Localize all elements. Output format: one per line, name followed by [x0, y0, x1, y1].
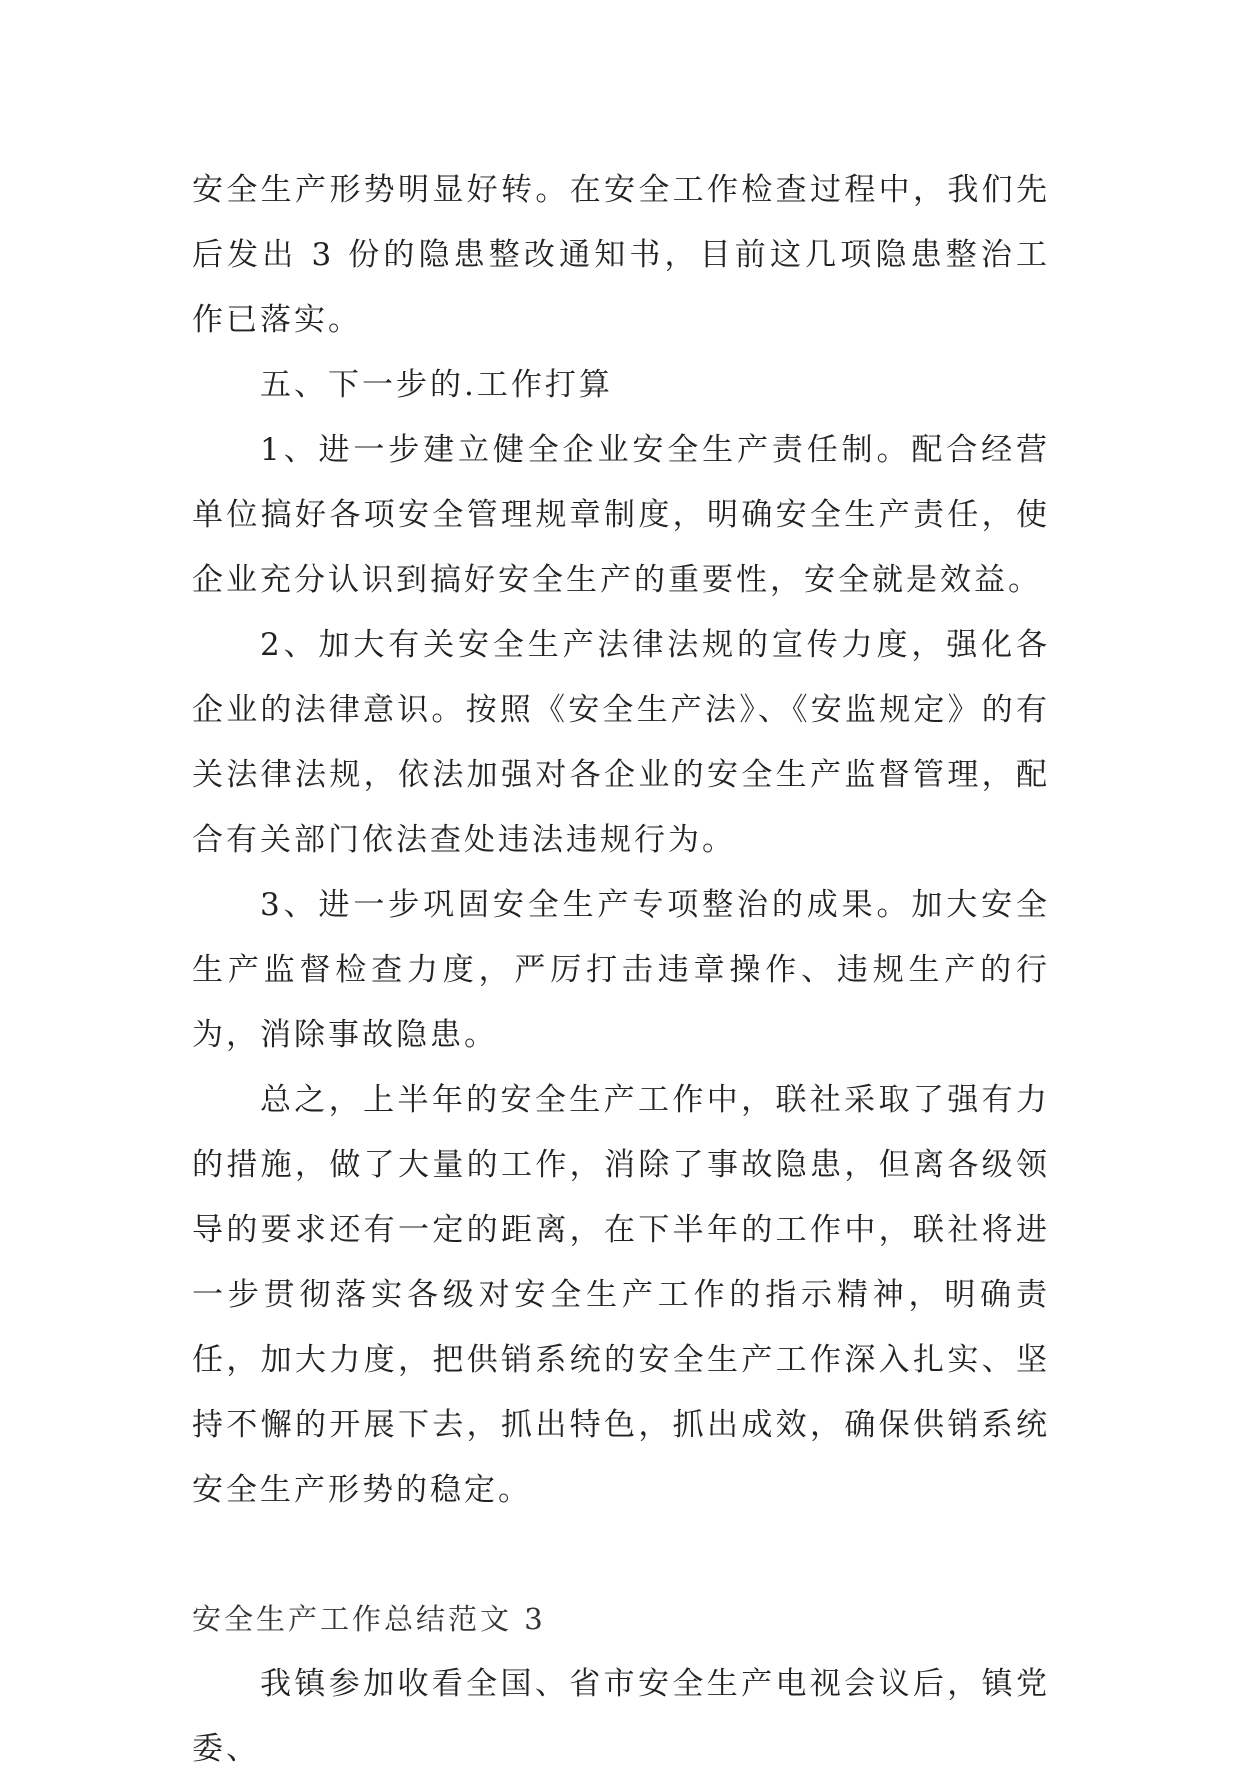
paragraph-safety-improvement: 安全生产形势明显好转。在安全工作检查过程中，我们先后发出 3 份的隐患整改通知书，目前这几项隐患整治工作已落实。	[192, 172, 1050, 338]
paragraph-section3-opening: 我镇参加收看全国、省市安全生产电视会议后，镇党委、	[192, 1666, 1050, 1767]
document-body	[192, 158, 1050, 1782]
paragraph-summary: 总之，上半年的安全生产工作中，联社采取了强有力的措施，做了大量的工作，消除了事故隐患，但离各级领导的要求还有一定的距离，在下半年的工作中，联社将进一步贯彻落实各级对安全生产工作的指示精神，明确责任，加大力度，把供销系统的安全生产工作深入扎实、坚持不懈的开展下去，抓出特色，抓出成效，确保供销系统安全生产形势的稳定。	[192, 1082, 1050, 1508]
section-title-sample-3: 安全生产工作总结范文 3	[192, 1602, 546, 1636]
section-heading-next-steps: 五、下一步的.工作打算	[260, 367, 613, 403]
list-item-rectification-results: 3、进一步巩固安全生产专项整治的成果。加大安全生产监督检查力度，严厉打击违章操作、违规生产的行为，消除事故隐患。	[192, 887, 1050, 1053]
section-spacer	[192, 1523, 1050, 1587]
list-item-legal-publicity: 2、加大有关安全生产法律法规的宣传力度，强化各企业的法律意识。按照《安全生产法》、《安监规定》的有关法律法规，依法加强对各企业的安全生产监督管理，配合有关部门依法查处违法违规行为。	[192, 627, 1050, 858]
list-item-responsibility-system: 1、进一步建立健全企业安全生产责任制。配合经营单位搞好各项安全管理规章制度，明确安全生产责任，使企业充分认识到搞好安全生产的重要性，安全就是效益。	[192, 432, 1050, 598]
